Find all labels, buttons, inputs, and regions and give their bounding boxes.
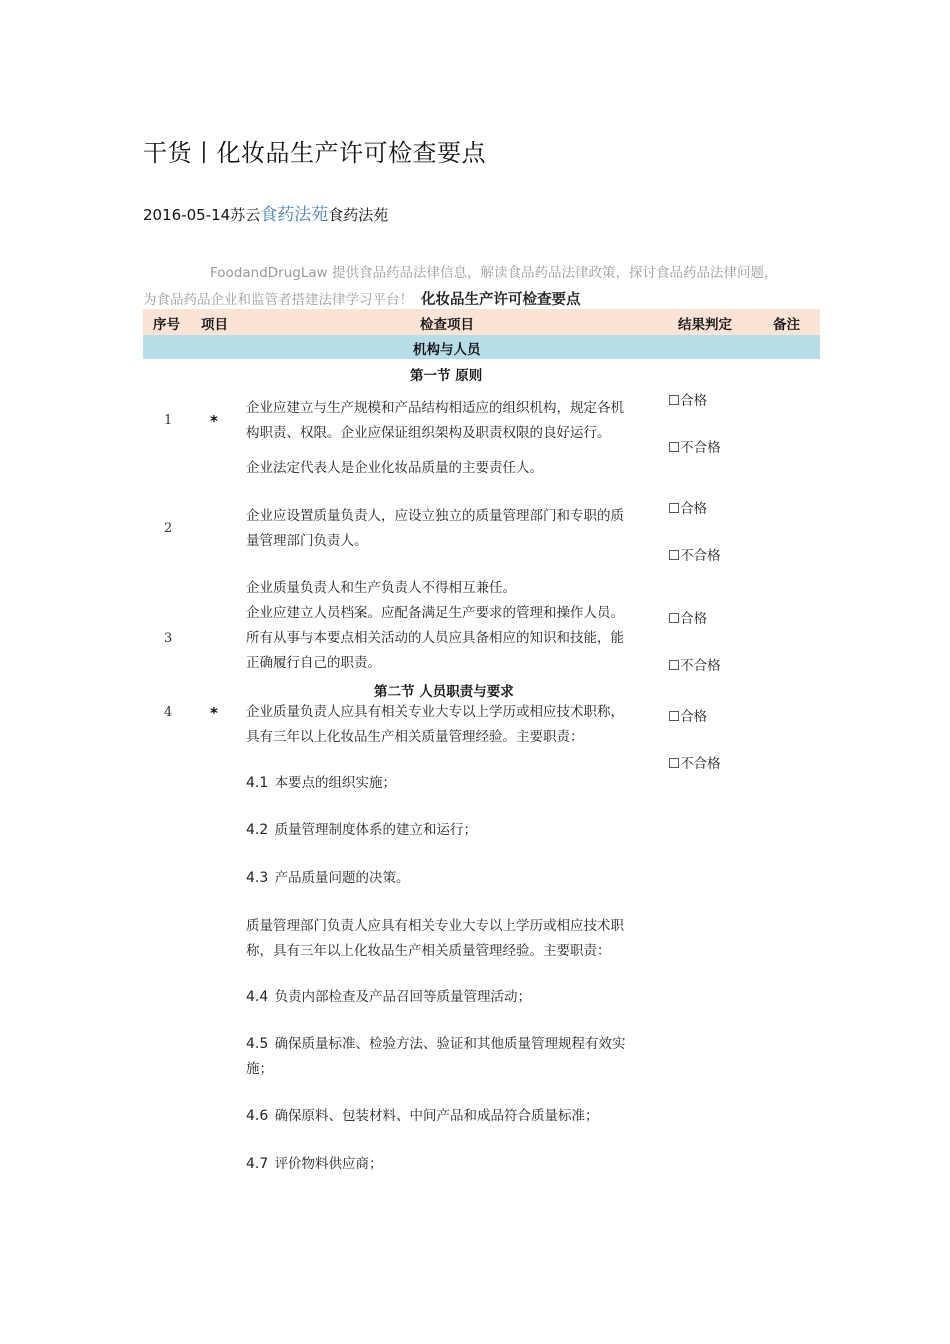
sub-item-4-5: 4.5 确保质量标准、检验方法、验证和其他质量管理规程有效实: [246, 1036, 626, 1052]
row-3-number: 3: [164, 631, 173, 646]
row-1-number: 1: [164, 413, 173, 428]
intro-line-2: [143, 288, 581, 309]
row-3-line-3: 正确履行自己的职责。: [246, 655, 381, 671]
row-2-fail-checkbox[interactable]: ☐不合格: [668, 548, 721, 564]
row-4-pass-checkbox[interactable]: ☐合格: [668, 709, 708, 725]
publish-date: 2016-05-14: [143, 206, 231, 224]
row-4-line-2: 具有三年以上化妆品生产相关质量管理经验。主要职责：: [246, 729, 584, 745]
author-name: 苏云: [230, 206, 261, 224]
row-2-number: 2: [164, 521, 173, 536]
article-title: 干货丨化妆品生产许可检查要点: [143, 139, 486, 167]
row-2-line-1: 企业法定代表人是企业化妆品质量的主要责任人。: [246, 460, 543, 476]
row-1-line-1: 企业应建立与生产规模和产品结构相适应的组织机构，规定各机: [246, 400, 624, 416]
account-link[interactable]: 食药法苑: [260, 205, 329, 225]
row-3-line-2: 所有从事与本要点相关活动的人员应具备相应的知识和技能，能: [246, 630, 624, 646]
sub-item-4-3: 4.3 产品质量问题的决策。: [246, 870, 410, 886]
chapter-title: 机构与人员: [413, 342, 481, 358]
row-1-pass-checkbox[interactable]: ☐合格: [668, 393, 708, 409]
header-seq: 序号: [153, 317, 180, 333]
section-1-title: 第一节 原则: [410, 368, 483, 384]
sub-item-4-2: 4.2 质量管理制度体系的建立和运行；: [246, 822, 478, 838]
row-3-pass-checkbox[interactable]: ☐合格: [668, 611, 708, 627]
account-name: 食药法苑: [328, 206, 389, 224]
intro-line-2-text: 为食品药品企业和监管者搭建法律学习平台！: [143, 292, 413, 308]
row-2-line-4: 企业质量负责人和生产负责人不得相互兼任。: [246, 580, 516, 596]
row-4-fail-checkbox[interactable]: ☐不合格: [668, 756, 721, 772]
sub-item-4-4: 4.4 负责内部检查及产品召回等质量管理活动；: [246, 989, 532, 1005]
row-2-line-3: 量管理部门负责人。: [246, 533, 368, 549]
header-result: 结果判定: [678, 317, 732, 333]
header-note: 备注: [773, 317, 800, 333]
header-check: 检查项目: [420, 317, 474, 333]
header-item: 项目: [201, 317, 228, 333]
row-3-line-1: 企业应建立人员档案。应配备满足生产要求的管理和操作人员。: [246, 605, 624, 621]
row-1-line-2: 构职责、权限。企业应保证组织架构及职责权限的良好运行。: [246, 425, 611, 441]
sub-item-4-5-cont: 施；: [246, 1061, 273, 1077]
row-4-key-mark: *: [210, 704, 218, 722]
sub-item-4-7: 4.7 评价物料供应商；: [246, 1156, 383, 1172]
row-2-pass-checkbox[interactable]: ☐合格: [668, 501, 708, 517]
row-4-line-1: 企业质量负责人应具有相关专业大专以上学历或相应技术职称，: [246, 704, 624, 720]
section-2-title: 第二节 人员职责与要求: [374, 684, 514, 700]
inline-title: 化妆品生产许可检查要点: [421, 292, 581, 308]
row-4-number: 4: [164, 705, 173, 720]
chapter-bar: [143, 335, 820, 359]
row-2-line-2: 企业应设置质量负责人，应设立独立的质量管理部门和专职的质: [246, 508, 624, 524]
row-4-para2-line-1: 质量管理部门负责人应具有相关专业大专以上学历或相应技术职: [246, 918, 624, 934]
intro-line-1: FoodandDrugLaw 提供食品药品法律信息，解读食品药品法律政策，探讨食品药品法律问题，: [210, 265, 778, 281]
row-3-fail-checkbox[interactable]: ☐不合格: [668, 658, 721, 674]
row-1-fail-checkbox[interactable]: ☐不合格: [668, 440, 721, 456]
row-4-para2-line-2: 称，具有三年以上化妆品生产相关质量管理经验。主要职责：: [246, 943, 611, 959]
row-1-key-mark: *: [210, 412, 218, 430]
sub-item-4-6: 4.6 确保原料、包装材料、中间产品和成品符合质量标准；: [246, 1108, 599, 1124]
article-meta: [143, 200, 388, 225]
sub-item-4-1: 4.1 本要点的组织实施；: [246, 775, 397, 791]
